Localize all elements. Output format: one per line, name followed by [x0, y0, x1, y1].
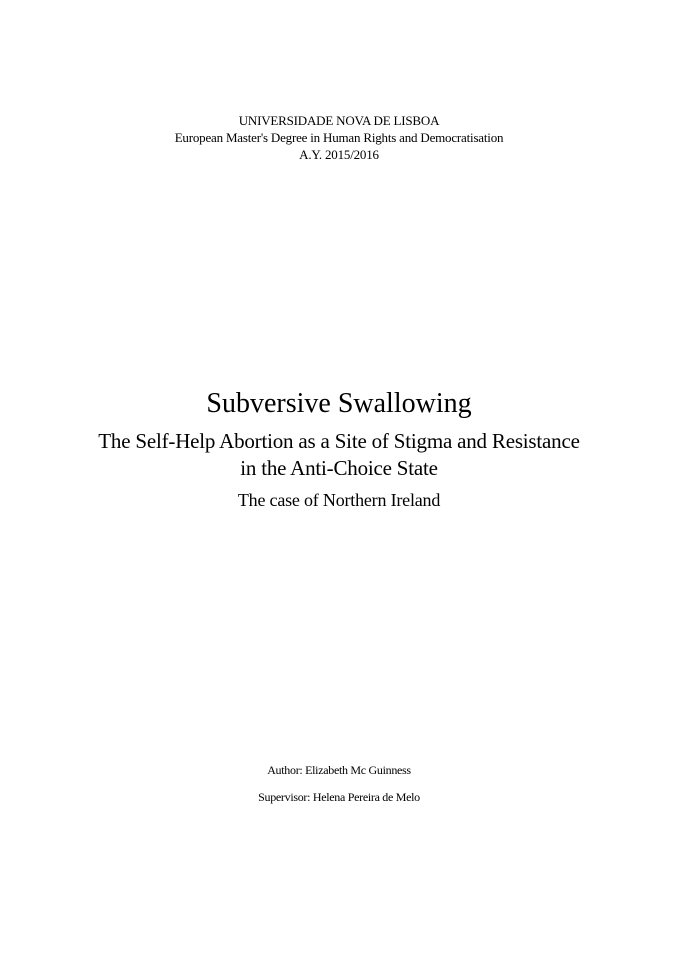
program-name: European Master's Degree in Human Rights and Democratisation	[174, 130, 504, 145]
author-line: Author: Elizabeth Mc Guinness	[267, 763, 411, 777]
thesis-subtitle-line-1: The Self-Help Abortion as a Site of Stigma and Resistance	[98, 429, 580, 453]
thesis-title: Subversive Swallowing	[206, 388, 472, 419]
thesis-subtitle-line-2: in the Anti-Choice State	[240, 456, 438, 480]
institution-name: UNIVERSIDADE NOVA DE LISBOA	[238, 113, 440, 128]
thesis-case-line: The case of Northern Ireland	[237, 490, 441, 510]
supervisor-line: Supervisor: Helena Pereira de Melo	[258, 790, 420, 804]
academic-year: A.Y. 2015/2016	[299, 147, 379, 162]
